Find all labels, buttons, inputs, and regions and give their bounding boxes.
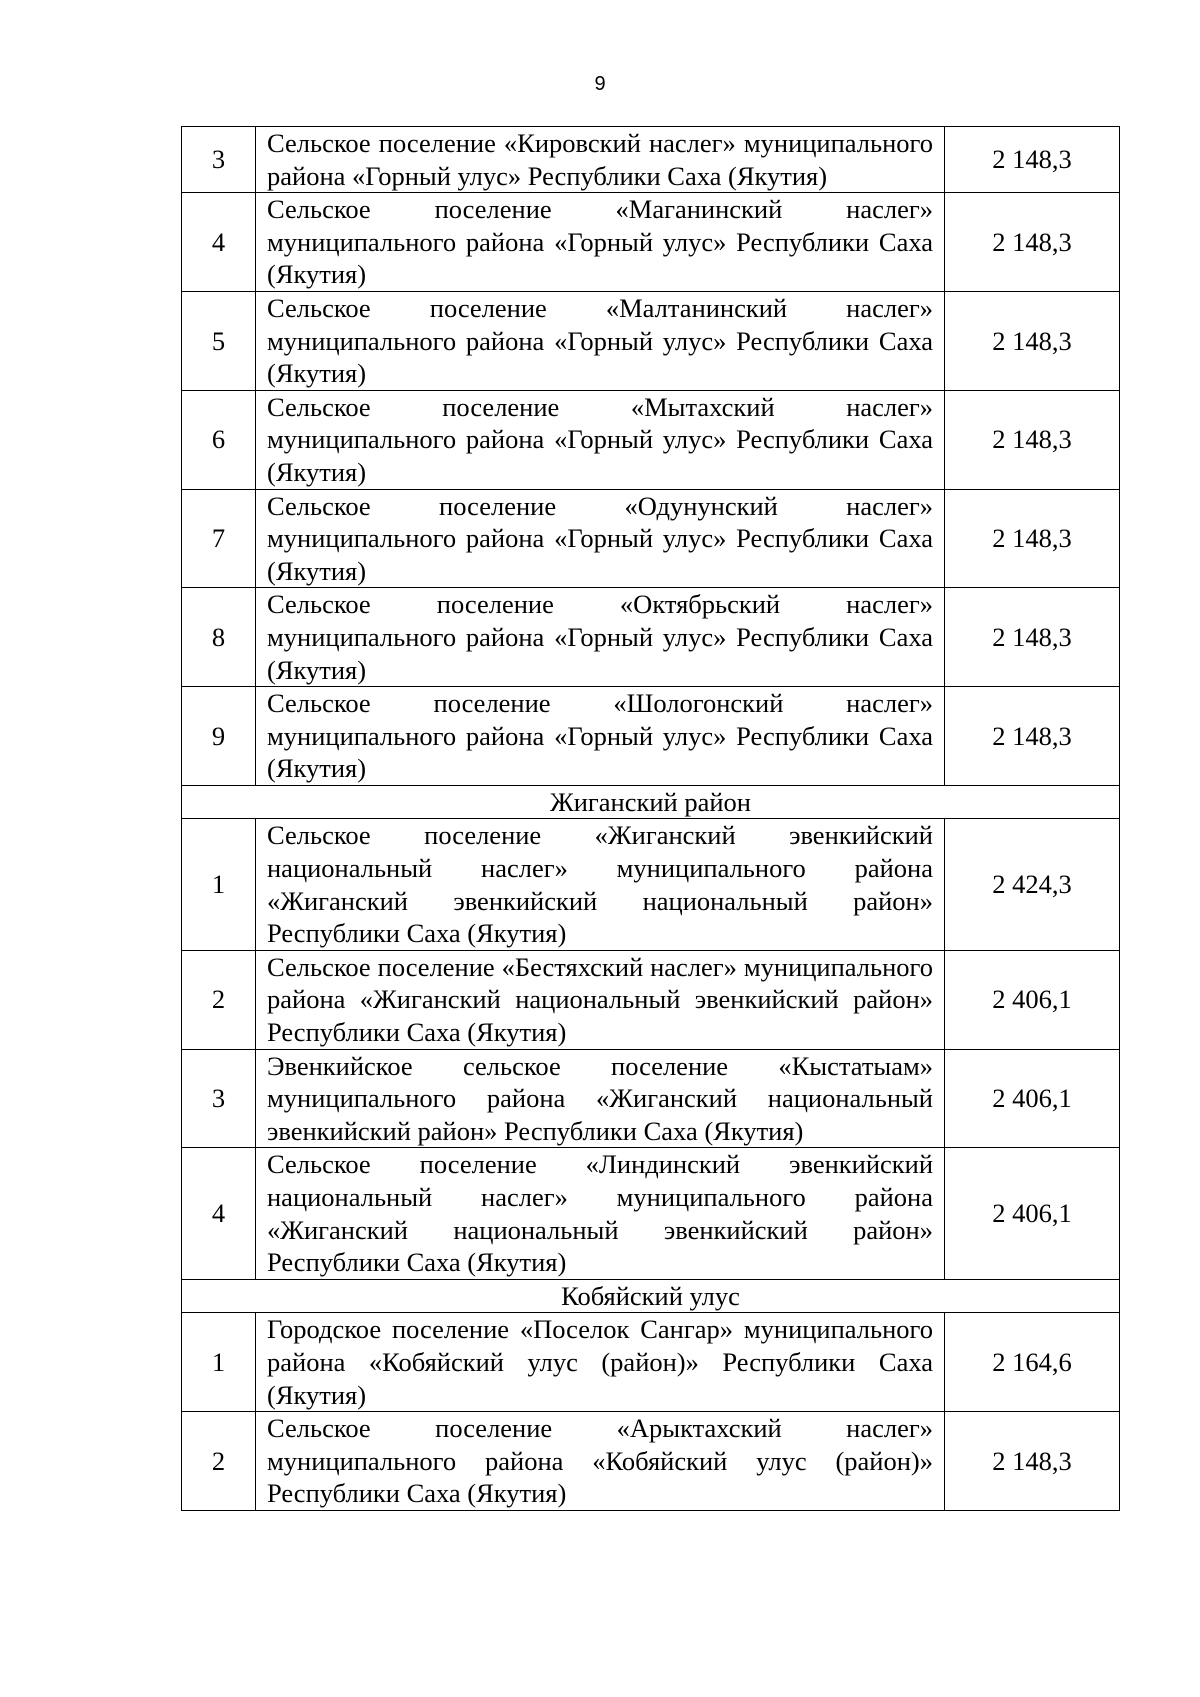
amount-value: 2 148,3 — [945, 193, 1120, 292]
row-number: 6 — [182, 390, 256, 489]
amount-value: 2 424,3 — [945, 819, 1120, 950]
amount-value: 2 164,6 — [945, 1313, 1120, 1412]
table-row — [182, 1412, 1120, 1511]
settlement-name: Сельское поселение «Линдинский эвенкийский национальный наслег» муниципального района «Жиганский национальный эвенкийский район» Республики Саха (Якутия) — [256, 1148, 945, 1279]
amount-value: 2 148,3 — [945, 489, 1120, 588]
table-row — [182, 819, 1120, 950]
row-number: 3 — [182, 1049, 256, 1148]
row-number: 4 — [182, 193, 256, 292]
section-header-row — [182, 1279, 1120, 1313]
row-number: 8 — [182, 588, 256, 687]
section-title: Жиганский район — [182, 785, 1120, 819]
amount-value: 2 406,1 — [945, 950, 1120, 1049]
row-number: 9 — [182, 687, 256, 786]
table-row — [182, 489, 1120, 588]
table-row — [182, 687, 1120, 786]
table-row — [182, 291, 1120, 390]
settlement-name: Сельское поселение «Одунунский наслег» муниципального района «Горный улус» Республики Саха (Якутия) — [256, 489, 945, 588]
settlement-name: Городское поселение «Поселок Сангар» муниципального района «Кобяйский улус (район)» Республики Саха (Якутия) — [256, 1313, 945, 1412]
row-number: 3 — [182, 127, 256, 193]
allocation-table — [181, 126, 1120, 1511]
table-row — [182, 193, 1120, 292]
amount-value: 2 148,3 — [945, 127, 1120, 193]
settlement-name: Сельское поселение «Мытахский наслег» муниципального района «Горный улус» Республики Саха (Якутия) — [256, 390, 945, 489]
row-number: 2 — [182, 950, 256, 1049]
row-number: 7 — [182, 489, 256, 588]
amount-value: 2 148,3 — [945, 687, 1120, 786]
table-row — [182, 588, 1120, 687]
settlement-name: Сельское поселение «Маганинский наслег» муниципального района «Горный улус» Республики Саха (Якутия) — [256, 193, 945, 292]
section-header-row — [182, 785, 1120, 819]
table-row — [182, 390, 1120, 489]
amount-value: 2 148,3 — [945, 291, 1120, 390]
row-number: 4 — [182, 1148, 256, 1279]
settlement-name: Сельское поселение «Октябрьский наслег» муниципального района «Горный улус» Республики Саха (Якутия) — [256, 588, 945, 687]
table-row — [182, 1313, 1120, 1412]
row-number: 5 — [182, 291, 256, 390]
row-number: 1 — [182, 819, 256, 950]
settlement-name: Сельское поселение «Бестяхский наслег» муниципального района «Жиганский национальный эвенкийский район» Республики Саха (Якутия) — [256, 950, 945, 1049]
settlement-name: Эвенкийское сельское поселение «Кыстатыам» муниципального района «Жиганский национальный эвенкийский район» Республики Саха (Якутия) — [256, 1049, 945, 1148]
table-row — [182, 127, 1120, 193]
amount-value: 2 406,1 — [945, 1049, 1120, 1148]
amount-value: 2 148,3 — [945, 588, 1120, 687]
settlement-name: Сельское поселение «Жиганский эвенкийский национальный наслег» муниципального района «Жиганский эвенкийский национальный район» Республики Саха (Якутия) — [256, 819, 945, 950]
amount-value: 2 406,1 — [945, 1148, 1120, 1279]
settlement-name: Сельское поселение «Кировский наслег» муниципального района «Горный улус» Республики Саха (Якутия) — [256, 127, 945, 193]
settlement-name: Сельское поселение «Малтанинский наслег» муниципального района «Горный улус» Республики Саха (Якутия) — [256, 291, 945, 390]
settlement-name: Сельское поселение «Шологонский наслег» муниципального района «Горный улус» Республики Саха (Якутия) — [256, 687, 945, 786]
table-row — [182, 1049, 1120, 1148]
settlement-name: Сельское поселение «Арыктахский наслег» муниципального района «Кобяйский улус (район)» Республики Саха (Якутия) — [256, 1412, 945, 1511]
amount-value: 2 148,3 — [945, 1412, 1120, 1511]
table-row — [182, 950, 1120, 1049]
row-number: 2 — [182, 1412, 256, 1511]
page-number: 9 — [594, 73, 606, 95]
table-row — [182, 1148, 1120, 1279]
amount-value: 2 148,3 — [945, 390, 1120, 489]
section-title: Кобяйский улус — [182, 1279, 1120, 1313]
row-number: 1 — [182, 1313, 256, 1412]
